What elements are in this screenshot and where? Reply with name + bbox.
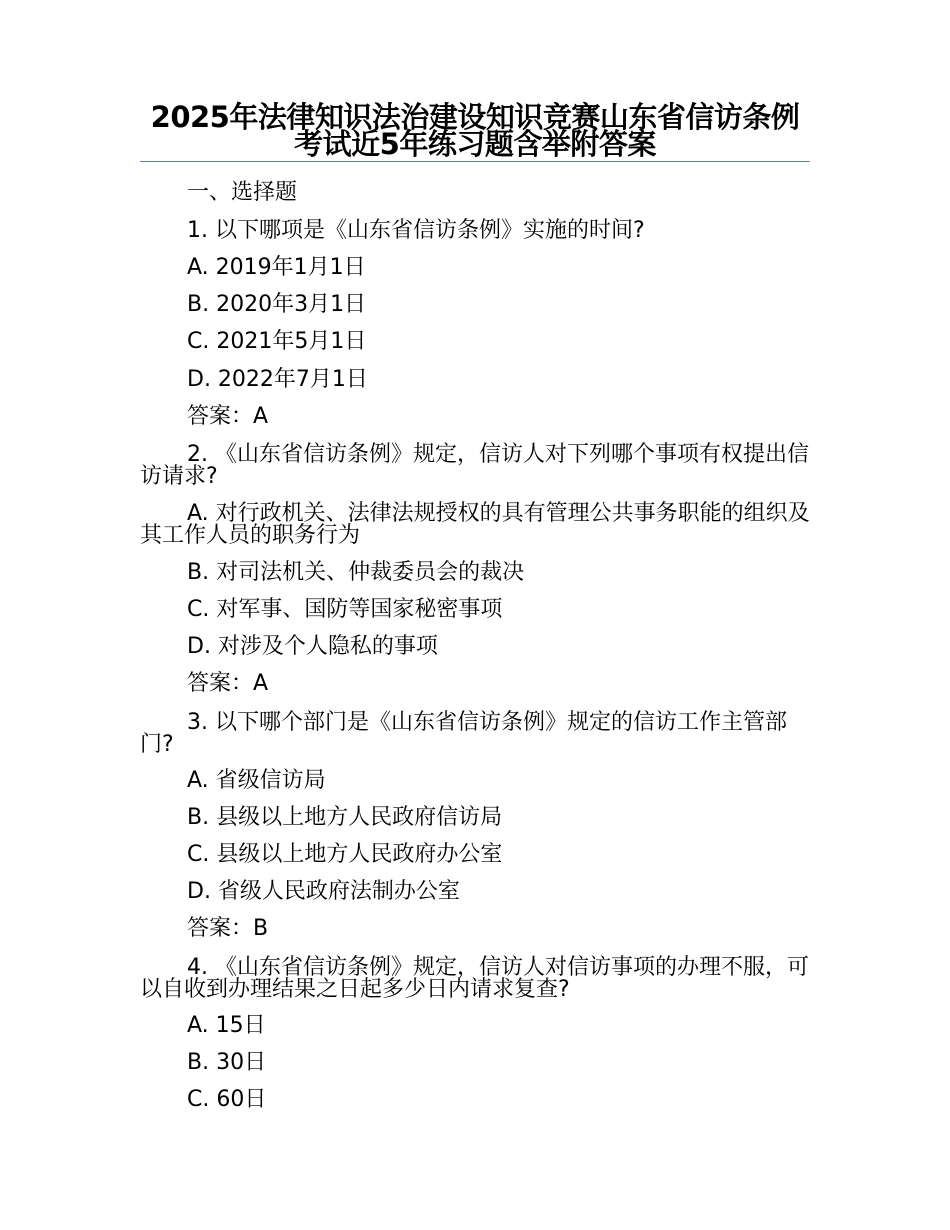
question-4-option-b: B. 30日: [187, 1050, 267, 1075]
question-2-option-b: B. 对司法机关、仲裁委员会的裁决: [187, 560, 525, 585]
section-heading: 一、选择题: [187, 180, 298, 205]
question-1-option-c: C. 2021年5月1日: [187, 329, 367, 354]
question-3-option-d: D. 省级人民政府法制办公室: [187, 879, 460, 904]
question-3-option-c: C. 县级以上地方人民政府办公室: [187, 842, 503, 867]
question-1-option-a: A. 2019年1月1日: [187, 255, 366, 280]
question-1-option-b: B. 2020年3月1日: [187, 292, 367, 317]
title-underline: [140, 161, 810, 162]
question-4-option-c: C. 60日: [187, 1087, 267, 1112]
question-2-option-d: D. 对涉及个人隐私的事项: [187, 634, 438, 659]
question-4-stem: 4. 《山东省信访条例》规定，信访人对信访事项的办理不服，可以自收到办理结果之日起多少日内请求复查?: [140, 955, 809, 1002]
document-title: 2025年法律知识法治建设知识竞赛山东省信访条例考试近5年练习题含举附答案: [150, 100, 800, 161]
question-3-option-b: B. 县级以上地方人民政府信访局: [187, 805, 503, 830]
question-1-stem: 1. 以下哪项是《山东省信访条例》实施的时间?: [187, 218, 645, 243]
question-3-option-a: A. 省级信访局: [187, 768, 326, 793]
question-2-stem: 2. 《山东省信访条例》规定，信访人对下列哪个事项有权提出信访请求?: [140, 442, 809, 489]
question-3-answer: 答案：B: [187, 916, 269, 941]
question-1-option-d: D. 2022年7月1日: [187, 367, 368, 392]
question-2-option-a: A. 对行政机关、法律法规授权的具有管理公共事务职能的组织及其工作人员的职务行为: [140, 501, 810, 548]
question-4-option-a: A. 15日: [187, 1013, 266, 1038]
question-1-answer: 答案：A: [187, 404, 269, 429]
question-3-stem: 3. 以下哪个部门是《山东省信访条例》规定的信访工作主管部门?: [140, 710, 787, 757]
question-2-answer: 答案：A: [187, 671, 269, 696]
question-2-option-c: C. 对军事、国防等国家秘密事项: [187, 597, 503, 622]
